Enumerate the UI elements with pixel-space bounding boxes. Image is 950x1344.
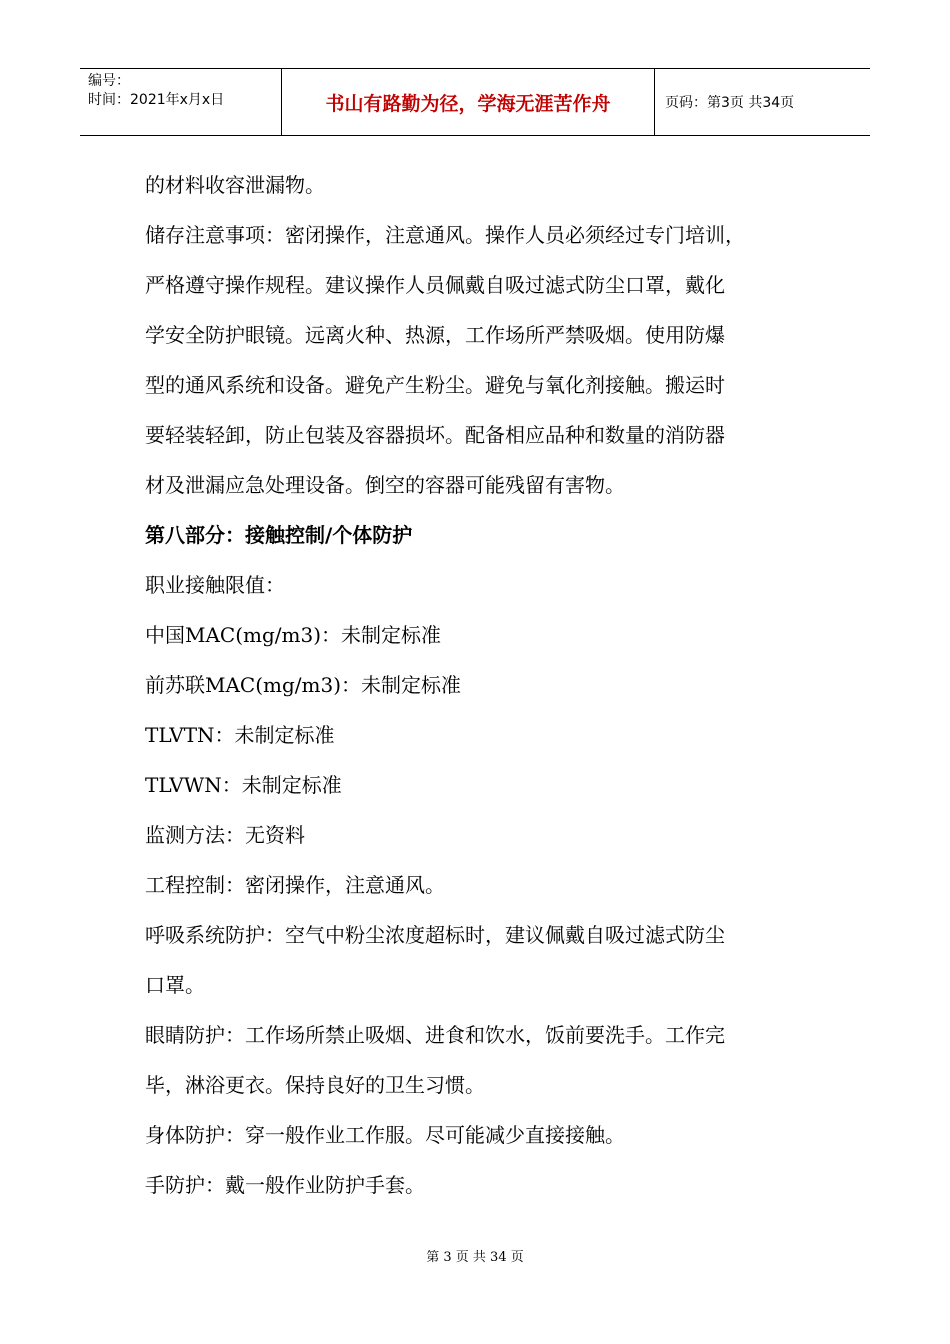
section-heading: 第八部分：接触控制/个体防护	[145, 523, 413, 547]
paragraph-line: 监测方法：无资料	[145, 823, 305, 847]
paragraph-line: 中国MAC(mg/m3)：未制定标准	[145, 623, 442, 647]
document-body	[145, 160, 815, 1210]
paragraph-line: 材及泄漏应急处理设备。倒空的容器可能残留有害物。	[145, 473, 625, 497]
paragraph-line: 的材料收容泄漏物。	[145, 173, 325, 197]
document-number-label: 编号：	[88, 73, 130, 89]
paragraph-line: 毕，淋浴更衣。保持良好的卫生习惯。	[145, 1073, 485, 1097]
paragraph-line: 口罩。	[145, 973, 205, 997]
page-header	[80, 68, 870, 136]
paragraph-line: 型的通风系统和设备。避免产生粉尘。避免与氧化剂接触。搬运时	[145, 373, 725, 397]
page-footer: 第 3 页 共 34 页	[426, 1250, 524, 1265]
header-meta	[80, 69, 282, 135]
paragraph-line: 呼吸系统防护：空气中粉尘浓度超标时，建议佩戴自吸过滤式防尘	[145, 923, 725, 947]
paragraph-line: TLVWN：未制定标准	[145, 773, 342, 797]
header-motto: 书山有路勤为径，学海无涯苦作舟	[282, 69, 655, 135]
paragraph-line: TLVTN：未制定标准	[145, 723, 335, 747]
paragraph-line: 要轻装轻卸，防止包装及容器损坏。配备相应品种和数量的消防器	[145, 423, 725, 447]
paragraph-line: 职业接触限值：	[145, 573, 285, 597]
paragraph-line: 前苏联MAC(mg/m3)：未制定标准	[145, 673, 462, 697]
paragraph-line: 严格遵守操作规程。建议操作人员佩戴自吸过滤式防尘口罩，戴化	[145, 273, 725, 297]
paragraph-line: 学安全防护眼镜。远离火种、热源，工作场所严禁吸烟。使用防爆	[145, 323, 725, 347]
document-time-label: 时间：2021年x月x日	[88, 92, 225, 108]
paragraph-line: 手防护：戴一般作业防护手套。	[145, 1173, 425, 1197]
header-page-info: 页码：第3页 共34页	[665, 95, 795, 111]
paragraph-line: 身体防护：穿一般作业工作服。尽可能减少直接接触。	[145, 1123, 625, 1147]
paragraph-line: 眼睛防护：工作场所禁止吸烟、进食和饮水，饭前要洗手。工作完	[145, 1023, 725, 1047]
paragraph-line: 工程控制：密闭操作，注意通风。	[145, 873, 445, 897]
paragraph-line: 储存注意事项：密闭操作，注意通风。操作人员必须经过专门培训，	[145, 223, 745, 247]
